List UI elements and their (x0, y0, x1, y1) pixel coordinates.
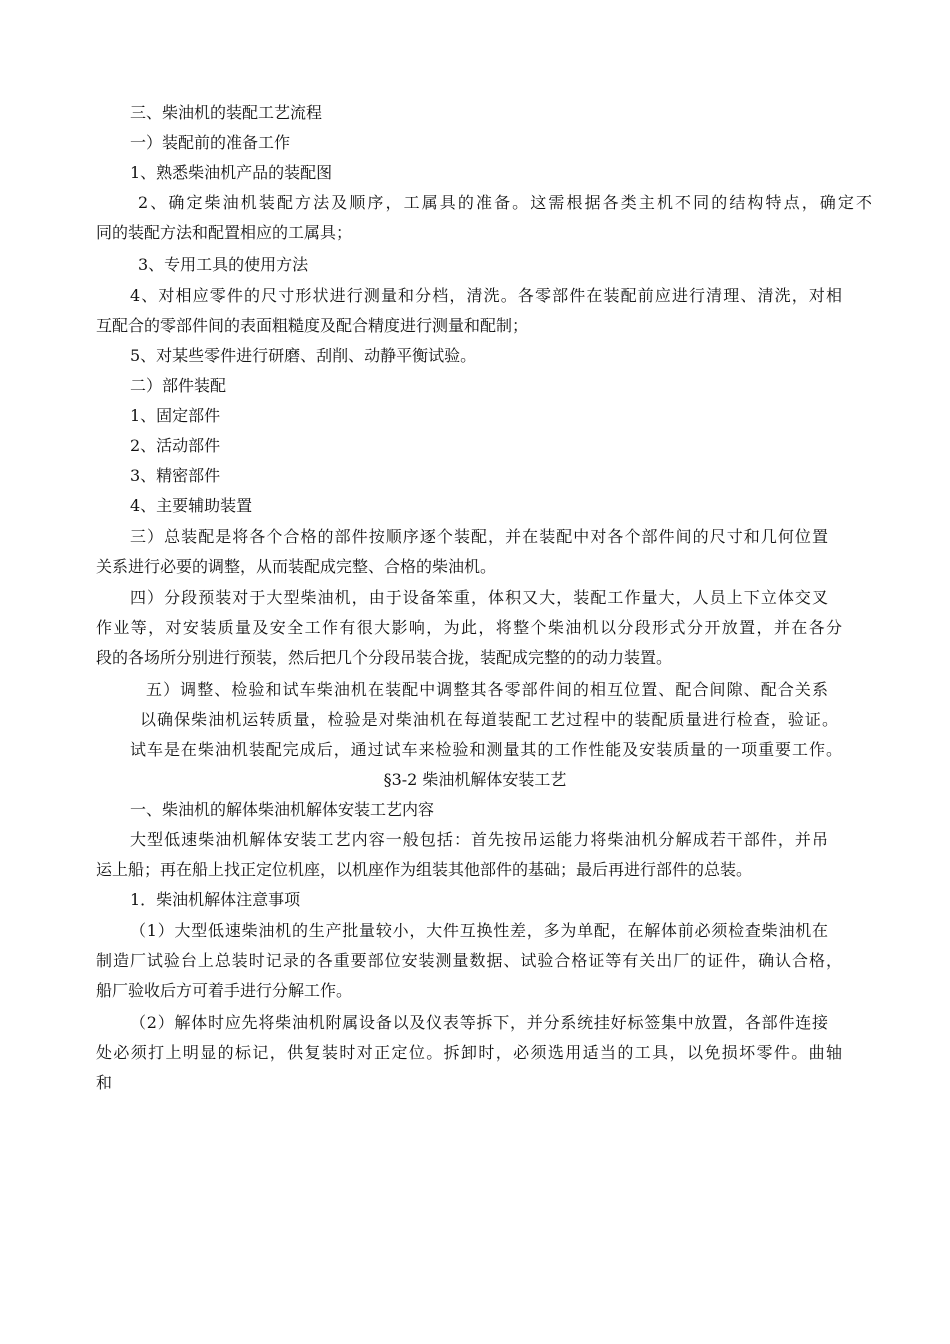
paragraph-line: 处必须打上明显的标记，供复装时对正定位。拆卸时，必须选用适当的工具，以免损坏零件。曲轴 (96, 1043, 842, 1062)
list-item: 2、活动部件 (130, 436, 221, 455)
paragraph-line: 四）分段预装对于大型柴油机，由于设备笨重，体积又大，装配工作量大，人员上下立体交叉 (130, 588, 828, 607)
list-item: 3、精密部件 (130, 466, 221, 485)
paragraph-line: 以确保柴油机运转质量，检验是对柴油机在每道装配工艺过程中的装配质量进行检查，验证。 (140, 710, 838, 729)
list-item: 3、专用工具的使用方法 (138, 255, 309, 274)
paragraph-line: 三）总装配是将各个合格的部件按顺序逐个装配，并在装配中对各个部件间的尺寸和几何位置 (130, 527, 828, 546)
list-item: 4、主要辅助装置 (130, 496, 253, 515)
paragraph-line: 同的装配方法和配置相应的工属具； (96, 223, 353, 242)
paragraph-line: 段的各场所分别进行预装，然后把几个分段吊装合拢，装配成完整的的动力装置。 (96, 648, 673, 667)
paragraph-line: 制造厂试验台上总装时记录的各重要部位安装测量数据、试验合格证等有关出厂的证件，确认合格， (96, 951, 842, 970)
paragraph-line: 互配合的零部件间的表面粗糙度及配合精度进行测量和配制； (96, 316, 529, 335)
list-item: 5、对某些零件进行研磨、刮削、动静平衡试验。 (130, 346, 477, 365)
section-heading: 一、柴油机的解体柴油机解体安装工艺内容 (130, 800, 435, 819)
section-title: §3-2 柴油机解体安装工艺 (383, 770, 567, 789)
subsection-heading: 1．柴油机解体注意事项 (130, 890, 301, 909)
paragraph-line: 船厂验收后方可着手进行分解工作。 (96, 981, 353, 1000)
subsection-heading: 一）装配前的准备工作 (130, 133, 291, 152)
paragraph-line: （2）解体时应先将柴油机附属设备以及仪表等拆下，并分系统挂好标签集中放置，各部件连接 (130, 1013, 828, 1032)
paragraph-line: 2、确定柴油机装配方法及顺序，工属具的准备。这需根据各类主机不同的结构特点，确定不 (138, 193, 872, 212)
section-heading: 三、柴油机的装配工艺流程 (130, 103, 323, 122)
subsection-heading: 二）部件装配 (130, 376, 227, 395)
paragraph-line: 试车是在柴油机装配完成后，通过试车来检验和测量其的工作性能及安装质量的一项重要工作。 (130, 740, 842, 759)
paragraph-line: 大型低速柴油机解体安装工艺内容一般包括：首先按吊运能力将柴油机分解成若干部件，并吊 (130, 830, 828, 849)
paragraph-line: 五）调整、检验和试车柴油机在装配中调整其各零部件间的相互位置、配合间隙、配合关系 (146, 680, 828, 699)
paragraph-line: （1）大型低速柴油机的生产批量较小，大件互换性差，多为单配，在解体前必须检查柴油机在 (130, 921, 828, 940)
paragraph-line: 作业等，对安装质量及安全工作有很大影响，为此，将整个柴油机以分段形式分开放置，并在各分 (96, 618, 842, 637)
paragraph-line: 和 (96, 1073, 113, 1092)
paragraph-line: 关系进行必要的调整，从而装配成完整、合格的柴油机。 (96, 557, 497, 576)
list-item: 1、固定部件 (130, 406, 221, 425)
list-item: 1、熟悉柴油机产品的装配图 (130, 163, 333, 182)
paragraph-line: 运上船；再在船上找正定位机座，以机座作为组装其他部件的基础；最后再进行部件的总装。 (96, 860, 753, 879)
paragraph-line: 4、对相应零件的尺寸形状进行测量和分档，清洗。各零部件在装配前应进行清理、清洗，对相 (130, 286, 842, 305)
